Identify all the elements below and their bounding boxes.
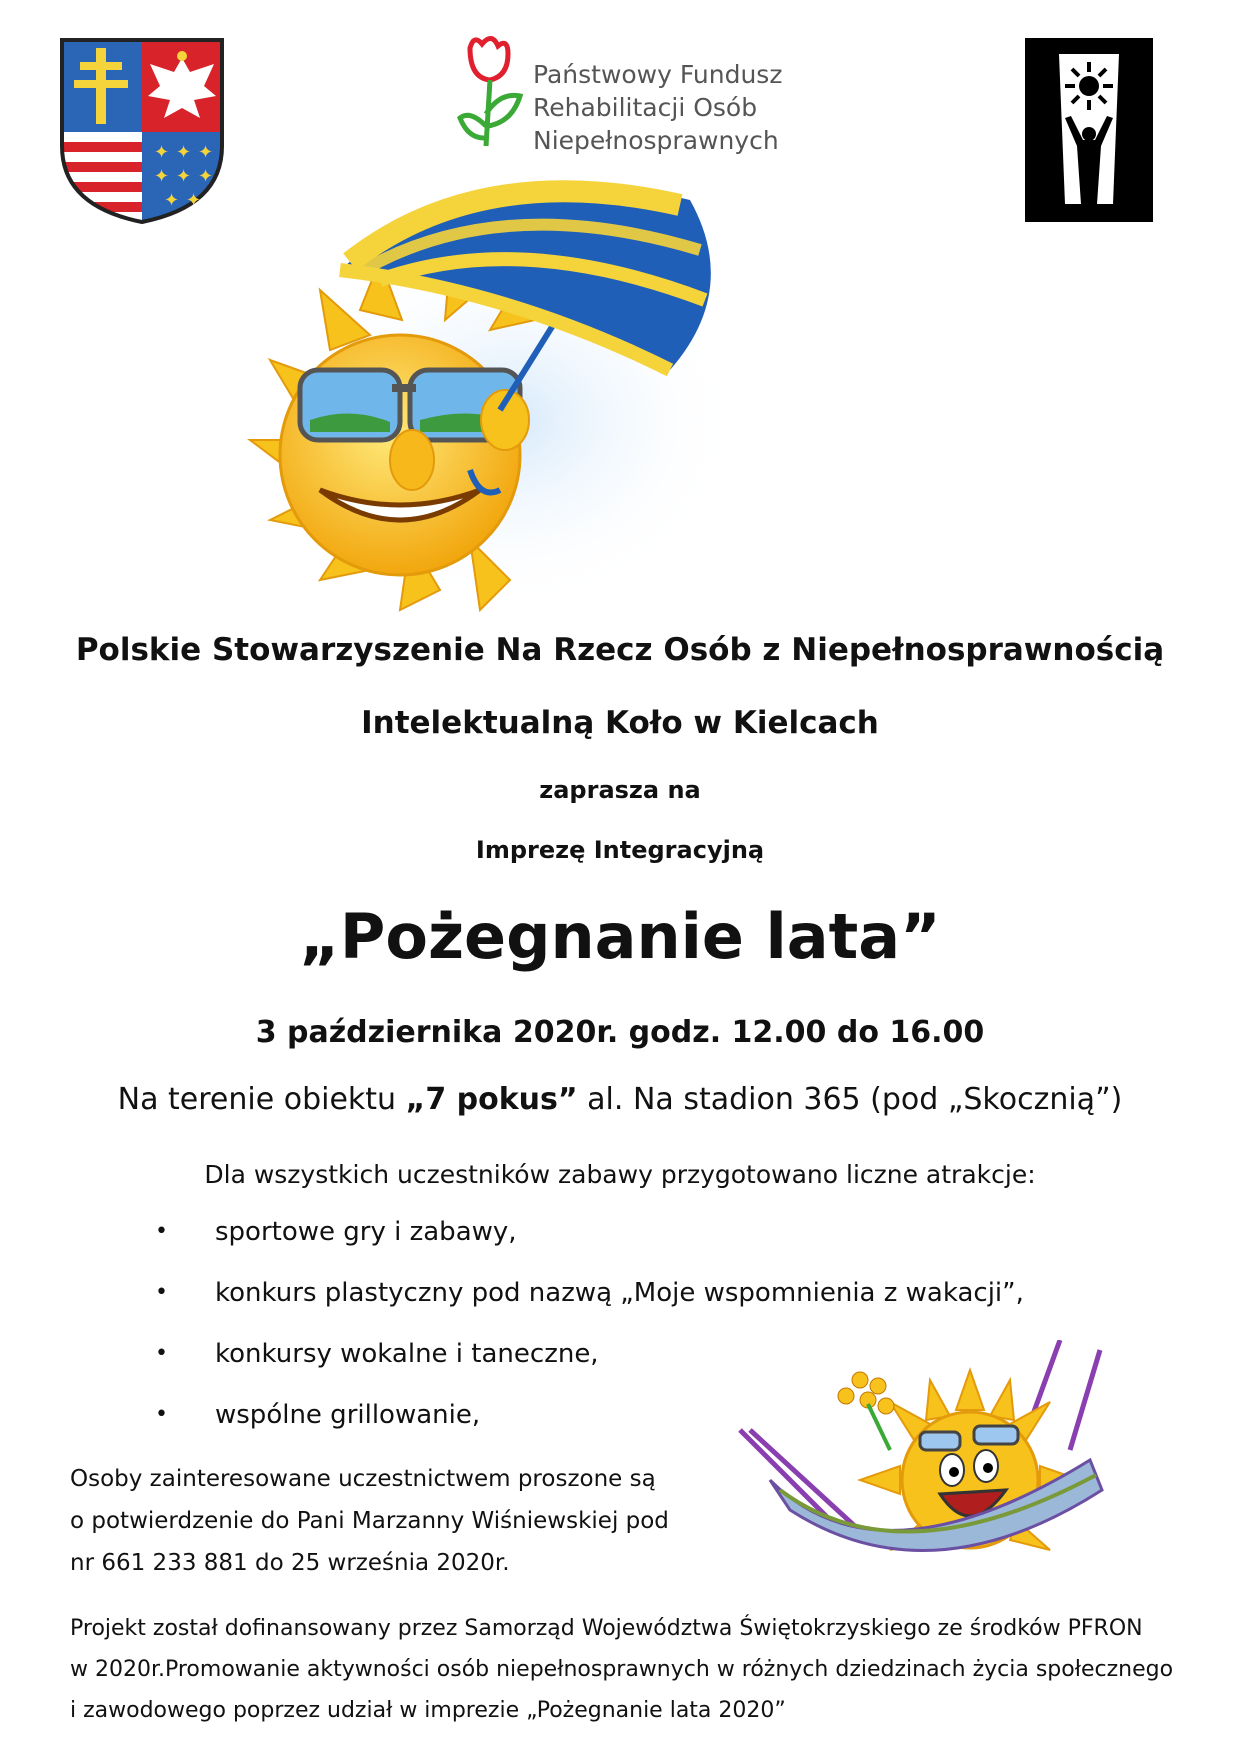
attractions-intro: Dla wszystkich uczestników zabawy przygotowano liczne atrakcje: [204, 1160, 1036, 1189]
sun-umbrella-illustration [180, 170, 740, 620]
svg-text:✦: ✦ [164, 190, 180, 211]
svg-text:✦: ✦ [186, 190, 202, 211]
pfron-line: Rehabilitacji Osób [533, 93, 758, 122]
event-place [0, 1082, 1240, 1117]
association-logo [1025, 38, 1153, 222]
pfron-line: Niepełnosprawnych [533, 126, 779, 155]
list-item: • konkurs plastyczny pod nazwą „Moje wspomnienia z wakacji”, [155, 1273, 1024, 1334]
svg-text:✦: ✦ [198, 166, 214, 187]
invite-text: zaprasza na [539, 776, 701, 804]
funding-line: Projekt został dofinansowany przez Samorząd Województwa Świętokrzyskiego ze środków PFRON [70, 1616, 1143, 1641]
list-item: • wspólne grillowanie, [155, 1395, 1024, 1456]
list-item: • konkursy wokalne i taneczne, [155, 1334, 1024, 1395]
svg-text:✦: ✦ [154, 166, 170, 187]
event-date: 3 października 2020r. godz. 12.00 do 16.00 [255, 1015, 985, 1050]
event-type: Imprezę Integracyjną [475, 836, 765, 864]
organization-name-line2: Intelektualną Koło w Kielcach [361, 705, 879, 741]
list-item: • sportowe gry i zabawy, [155, 1212, 1024, 1273]
funding-note [70, 1608, 1188, 1731]
hammock-sun-illustration [730, 1340, 1170, 1580]
svg-text:✦: ✦ [154, 142, 170, 163]
contact-paragraph [70, 1458, 696, 1584]
pfron-line: Państwowy Fundusz [533, 60, 783, 89]
pfron-name [533, 58, 782, 157]
funding-line: w 2020r.Promowanie aktywności osób niepełnosprawnych w różnych dziedzinach życia społecznego [70, 1657, 1174, 1682]
funding-line: i zawodowego poprzez udział w imprezie „Pożegnanie lata 2020” [70, 1698, 786, 1723]
place-name: „7 pokus” [405, 1082, 578, 1117]
contact-line: nr 661 233 881 do 25 września 2020r. [70, 1550, 510, 1576]
svg-text:✦: ✦ [198, 142, 214, 163]
svg-text:✦: ✦ [176, 142, 192, 163]
contact-line: Osoby zainteresowane uczestnictwem proszone są [70, 1466, 656, 1492]
event-title: „Pożegnanie lata” [299, 900, 941, 973]
place-prefix: Na terenie obiektu [117, 1082, 406, 1117]
contact-line: o potwierdzenie do Pani Marzanny Wiśniewskiej pod [70, 1508, 669, 1534]
svg-text:✦: ✦ [176, 166, 192, 187]
organization-name-line1: Polskie Stowarzyszenie Na Rzecz Osób z Niepełnosprawnością [75, 632, 1165, 668]
pfron-tulip-logo [456, 30, 528, 150]
place-address: al. Na stadion 365 (pod „Skocznią”) [577, 1082, 1123, 1117]
